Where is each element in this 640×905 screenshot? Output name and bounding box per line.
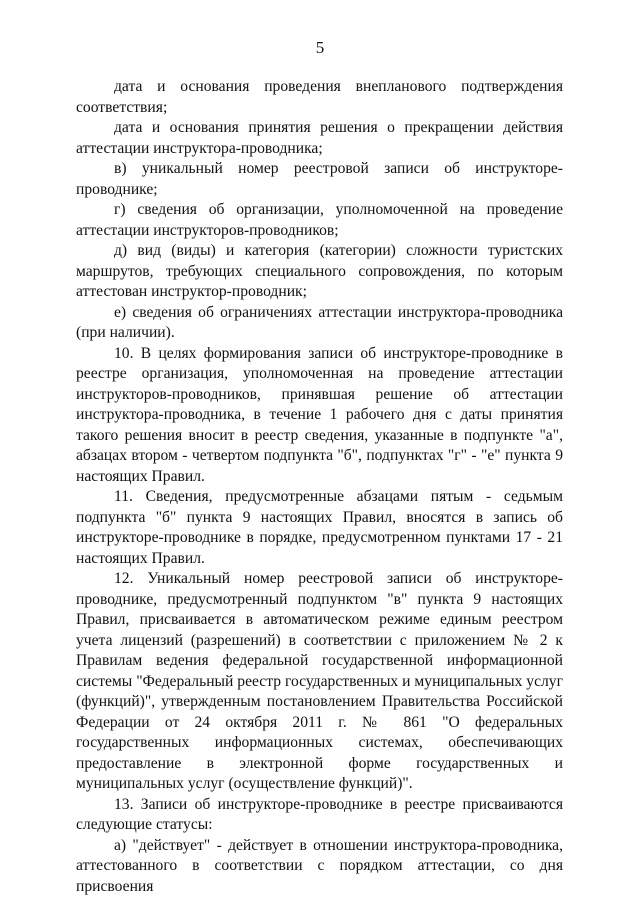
paragraph-item-d: д) вид (виды) и категория (категории) сложности туристских маршрутов, требующих специального сопровождения, по которым аттестован инструктор-проводник;	[76, 242, 563, 300]
paragraph-clause-10: 10. В целях формирования записи об инструкторе-проводнике в реестре организация, уполномоченная на проведение аттестации инструкторов-проводников, принявшая решение об аттестации инструктора-проводника, в течение 1 рабочего дня с даты принятия такого решения вносит в реестр сведения, указанные в подпункте "а", абзацах втором - четвертом подпункта "б", подпунктах "г" - "е" пункта 9 настоящих Правил.	[76, 344, 563, 485]
paragraph-date-termination: дата и основания принятия решения о прекращении действия аттестации инструктора-проводника;	[76, 119, 563, 157]
paragraph-item-v: в) уникальный номер реестровой записи об инструкторе-проводнике;	[76, 160, 563, 198]
page-number: 5	[315, 38, 325, 57]
paragraph-status-a: а) "действует" - действует в отношении инструктора-проводника, аттестованного в соответствии с порядком аттестации, со дня присвоения	[76, 836, 563, 895]
paragraph-item-e: е) сведения об ограничениях аттестации инструктора-проводника (при наличии).	[76, 303, 563, 341]
paragraph-item-g: г) сведения об организации, уполномоченной на проведение аттестации инструкторов-проводников;	[76, 201, 563, 239]
paragraph-clause-13: 13. Записи об инструкторе-проводнике в реестре присваиваются следующие статусы:	[76, 795, 563, 833]
paragraph-date-unscheduled-confirmation: дата и основания проведения внепланового подтверждения соответствия;	[76, 78, 563, 116]
document-body	[76, 77, 563, 897]
paragraph-clause-11: 11. Сведения, предусмотренные абзацами пятым - седьмым подпункта "б" пункта 9 настоящих Правил, вносятся в запись об инструкторе-проводнике в порядке, предусмотренном пунктами 17 - 21 настоящих Правил.	[76, 488, 563, 567]
paragraph-clause-12: 12. Уникальный номер реестровой записи об инструкторе-проводнике, предусмотренный подпунктом "в" пункта 9 настоящих Правил, присваивается в автоматическом режиме единым реестром учета лицензий (разрешений) в соответствии с приложением № 2 к Правилам ведения федеральной государственной информационной системы "Федеральный реестр государственных и муниципальных услуг (функций)", утвержденным постановлением Правительства Российской Федерации от 24 октября 2011 г. № 861 "О федеральных государственных информационных системах, обеспечивающих предоставление в электронной форме государственных и муниципальных услуг (осуществление функций)".	[76, 570, 563, 792]
